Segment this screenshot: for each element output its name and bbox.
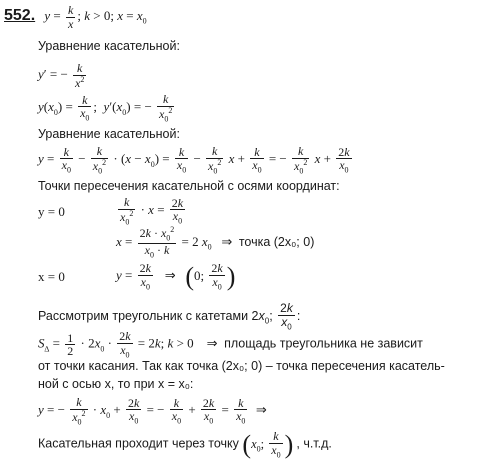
section-label-tangent-1: Уравнение касательной: <box>38 39 180 53</box>
section-label-tangent-2: Уравнение касательной: <box>38 127 180 141</box>
conclusion-end: , ч.т.д. <box>296 436 332 451</box>
text-line-2: ной с осью x, то при x = x₀: <box>38 377 194 391</box>
section-label-intersections: Точки пересечения касательной с осями координат: <box>38 179 340 193</box>
section-label-triangle: Рассмотрим треугольник с катетами $2x_0$; $\frac{2k}{x_0}$ : <box>38 301 301 331</box>
case-x-zero-label: x = 0 <box>38 269 65 284</box>
conclusion-text: Касательная проходит через точку <box>38 436 239 451</box>
area-conclusion: площадь треугольника не зависит <box>224 336 423 351</box>
case-x-zero-point: (0; $\frac{2k}{x_0}$ ) <box>185 261 236 291</box>
problem-header <box>4 4 147 30</box>
case-y-zero-eq1: $\frac{k}{x_0^2}$ · x = $\frac{2k}{x_0}$ <box>120 195 184 226</box>
case-x-zero-eq: y = $\frac{2k}{x_0}$ ⇒ (0; $\frac{2k}{x_0}$ ) <box>116 261 236 291</box>
case-y-zero-point: точка (2x₀; 0) <box>238 234 315 249</box>
conclusion-point: ($x_0$; $\frac{k}{x_0}$ ) <box>242 429 294 459</box>
values-formula: $y(x_0)$ = $\frac{k}{x_0}$ ; $y'(x_0)$ = − $\frac{k}{x_0^2}$ <box>38 92 173 123</box>
problem-condition: y = $\frac{k}{x}$ ; k > 0; $x = x_0$ <box>44 3 147 31</box>
problem-number: 552. <box>4 7 36 25</box>
tangent-equation: y = $\frac{k}{x_0}$ − $\frac{k}{x_0^2}$ · $(x - x_0)$ = $\frac{k}{x_0}$ − $\frac{k}{x_0^2}$ x + $\frac{k}{x_0}$ = − $\frac{k}{x_0^2}$ x + $\frac{2k}{x_0}$ <box>38 144 350 175</box>
text-line-1: от точки касания. Так как точка (2x₀; 0) – точка пересечения касатель- <box>38 359 445 373</box>
final-equation: y = − $\frac{k}{x_0^2}$ · $x_0$ + $\frac{2k}{x_0}$ = − $\frac{k}{x_0}$ + $\frac{2k}{x_0}$ = $\frac{k}{x_0}$ ⇒ <box>38 395 267 426</box>
derivative-formula: y′ = − $\frac{k}{x^2}$ <box>38 61 85 90</box>
case-y-zero-label: y = 0 <box>38 204 65 219</box>
implies-arrow: ⇒ <box>221 233 233 249</box>
conclusion-line <box>38 430 332 459</box>
area-formula: $S_\Delta$ = $\frac{1}{2}$ · $2x_0$ · $\frac{2k}{x_0}$ = 2k; k > 0 ⇒ площадь треугольника не зависит <box>38 329 423 359</box>
case-y-zero-eq2: x = $\frac{2k \cdot x_0^2}{x_0 \cdot k}$ = 2 $x_0$ ⇒ точка (2x₀; 0) <box>116 225 315 260</box>
